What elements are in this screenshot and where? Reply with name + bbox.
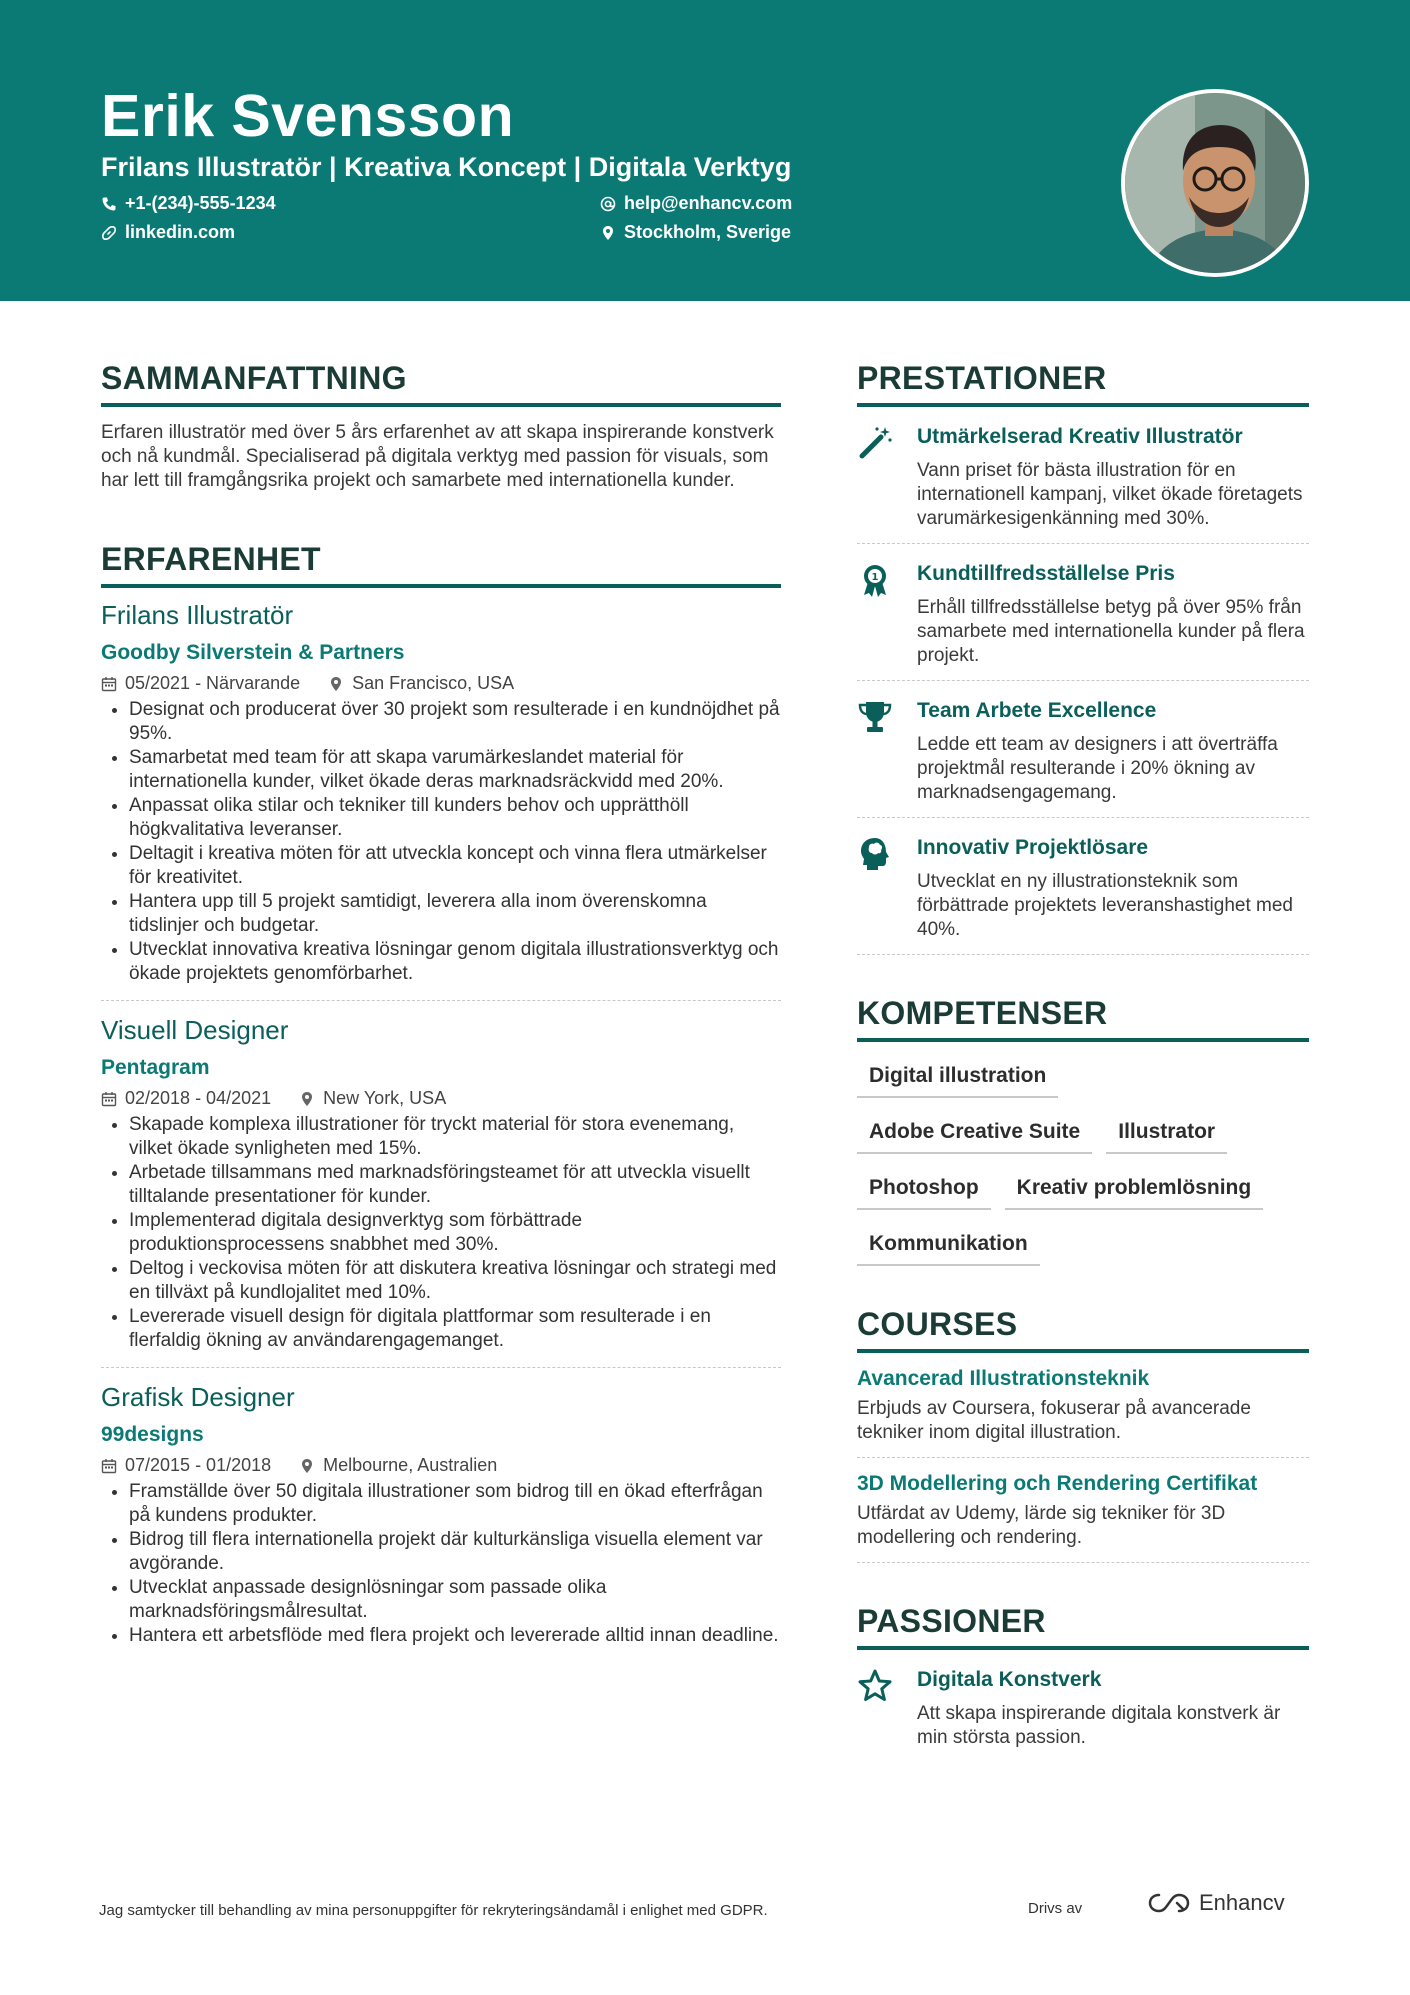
magic-wand-icon	[857, 425, 893, 461]
bullet-item: • Hantera upp till 5 projekt samtidigt, leverera alla inom överenskomna tidslinjer och budgetar.	[129, 890, 781, 938]
bullet-item: • Skapade komplexa illustrationer för tryckt material för stora evenemang, vilket ökade synligheten med 15%.	[129, 1113, 781, 1161]
job-bullets	[101, 1113, 781, 1353]
course-desc: Utfärdat av Udemy, lärde sig tekniker för 3D modellering och rendering.	[857, 1503, 1226, 1548]
location-pin-icon	[328, 676, 344, 692]
course-title: 3D Modellering och Rendering Certifikat	[857, 1472, 1258, 1495]
star-icon	[857, 1668, 893, 1704]
enhancv-logo-icon	[1147, 1891, 1191, 1915]
achievement-icon-wrap	[857, 425, 897, 531]
powered-by-label: Drivs av	[1028, 1900, 1083, 1917]
achievement-item	[857, 407, 1309, 544]
skill-tag: Digital illustration	[857, 1064, 1058, 1098]
job-bullets	[101, 698, 781, 986]
job-title: Frilans Illustratör	[101, 600, 294, 630]
calendar-icon	[101, 676, 117, 692]
contact-phone	[101, 193, 276, 214]
job-location-text: San Francisco, USA	[352, 673, 515, 693]
bullet-item: • Deltog i veckovisa möten för att diskutera kreativa lösningar och strategi med en tillväxt på kundlojalitet med 10%.	[129, 1257, 781, 1305]
contact-website[interactable]	[101, 222, 235, 243]
job-meta	[101, 1455, 781, 1476]
achievement-desc: Vann priset för bästa illustration för en internationell kampanj, vilket ökade företagets varumärkesigenkänning med 30%.	[917, 460, 1303, 529]
location-pin-icon	[600, 225, 616, 241]
left-column	[101, 360, 781, 1676]
job-company: Pentagram	[101, 1056, 210, 1079]
profile-photo	[1121, 89, 1309, 277]
job-dates-text: 07/2015 - 01/2018	[125, 1455, 272, 1475]
bullet-item: • Framställde över 50 digitala illustrationer som bidrog till en ökad efterfrågan på kundens produkter.	[129, 1480, 781, 1528]
award-ribbon-icon	[857, 562, 893, 598]
achievement-desc: Erhåll tillfredsställelse betyg på över 95% från samarbete med internationella kunder på flera projekt.	[917, 597, 1305, 666]
job-title: Visuell Designer	[101, 1015, 289, 1045]
bullet-item: • Samarbetat med team för att skapa varumärkeslandet material för internationella kunder, vilket ökade deras marknadsräckvidd med 20%.	[129, 746, 781, 794]
enhancv-logo[interactable]	[1147, 1890, 1285, 1916]
passions-section-title: PASSIONER	[857, 1603, 1309, 1650]
achievement-title: Utmärkelserad Kreativ Illustratör	[917, 425, 1243, 448]
course-item	[857, 1458, 1309, 1563]
achievement-desc: Ledde ett team av designers i att överträffa projektmål resulterande i 20% ökning av marknadsengagemang.	[917, 734, 1278, 803]
contact-location	[600, 222, 791, 243]
achievement-desc: Utvecklat en ny illustrationsteknik som förbättrade projektets leveranshastighet med 40%.	[917, 871, 1293, 940]
bullet-item: • Hantera ett arbetsflöde med flera projekt och levererade alltid innan deadline.	[129, 1624, 781, 1648]
bullet-item: • Bidrog till flera internationella projekt där kulturkänsliga visuella element var avgörande.	[129, 1528, 781, 1576]
passion-icon-wrap	[857, 1668, 897, 1750]
bullet-item: • Deltagit i kreativa möten för att utveckla koncept och vinna flera utmärkelser för kreativitet.	[129, 842, 781, 890]
job-location	[299, 1088, 446, 1109]
location-text: Stockholm, Sverige	[624, 222, 792, 242]
achievement-icon-wrap	[857, 836, 897, 942]
summary-text: Erfaren illustratör med över 5 års erfarenhet av att skapa inspirerande konstverk och nå kundmål. Specialiserad på digitala verktyg med passion för visuals, som har lett till framgångsrika projekt och samarbete med internationella kunder.	[101, 422, 774, 491]
skill-tag: Kreativ problemlösning	[1005, 1176, 1264, 1210]
phone-icon	[101, 196, 117, 212]
job-location	[299, 1455, 497, 1476]
course-item	[857, 1353, 1309, 1458]
location-pin-icon	[299, 1458, 315, 1474]
calendar-icon	[101, 1091, 117, 1107]
experience-section-title: ERFARENHET	[101, 541, 781, 588]
resume-header	[0, 0, 1410, 301]
right-column	[857, 360, 1309, 1762]
email-text[interactable]: help@enhancv.com	[624, 193, 793, 213]
link-icon	[101, 225, 117, 241]
job-company: Goodby Silverstein & Partners	[101, 641, 405, 664]
skill-tag: Photoshop	[857, 1176, 991, 1210]
calendar-icon	[101, 1458, 117, 1474]
candidate-subtitle: Frilans Illustratör | Kreativa Koncept | Digitala Verktyg	[101, 152, 792, 182]
skills-list	[857, 1064, 1309, 1266]
svg-text:1: 1	[871, 572, 879, 583]
course-desc: Erbjuds av Coursera, fokuserar på avancerade tekniker inom digital illustration.	[857, 1398, 1251, 1443]
job-title: Grafisk Designer	[101, 1382, 295, 1412]
achievement-icon-wrap	[857, 562, 897, 668]
website-text[interactable]: linkedin.com	[125, 222, 236, 242]
location-pin-icon	[299, 1091, 315, 1107]
passion-desc: Att skapa inspirerande digitala konstverk är min största passion.	[917, 1703, 1281, 1748]
job-dates	[101, 1088, 271, 1109]
job-dates-text: 05/2021 - Närvarande	[125, 673, 301, 693]
bullet-item: • Designat och producerat över 30 projekt som resulterade i en kundnöjdhet på 95%.	[129, 698, 781, 746]
job-company: 99designs	[101, 1423, 204, 1446]
bullet-item: • Arbetade tillsammans med marknadsföringsteamet för att utveckla visuellt tilltalande presentationer för kunder.	[129, 1161, 781, 1209]
phone-text: +1-(234)-555-1234	[125, 193, 276, 213]
passion-title: Digitala Konstverk	[917, 1668, 1102, 1691]
job-location-text: Melbourne, Australien	[323, 1455, 498, 1475]
bullet-item: • Implementerad digitala designverktyg som förbättrade produktionsprocessens snabbhet med 30%.	[129, 1209, 781, 1257]
job-location-text: New York, USA	[323, 1088, 447, 1108]
job-dates-text: 02/2018 - 04/2021	[125, 1088, 272, 1108]
enhancv-brand-text: Enhancv	[1199, 1890, 1285, 1915]
experience-entry	[101, 1015, 781, 1368]
job-dates	[101, 1455, 271, 1476]
bullet-item: • Utvecklat anpassade designlösningar som passade olika marknadsföringsmålresultat.	[129, 1576, 781, 1624]
course-title: Avancerad Illustrationsteknik	[857, 1367, 1150, 1390]
achievement-icon-wrap	[857, 699, 897, 805]
bullet-item: • Utvecklat innovativa kreativa lösningar genom digitala illustrationsverktyg och ökade projektets genomförbarhet.	[129, 938, 781, 986]
achievement-item	[857, 681, 1309, 818]
skill-tag: Kommunikation	[857, 1232, 1040, 1266]
avatar	[1125, 93, 1309, 277]
contact-email[interactable]	[600, 193, 792, 214]
job-meta	[101, 673, 781, 694]
passion-item	[857, 1650, 1309, 1762]
achievement-item	[857, 544, 1309, 681]
gdpr-consent-note: Jag samtycker till behandling av mina personuppgifter för rekryteringsändamål i enlighet med GDPR.	[99, 1902, 768, 1919]
achievement-item	[857, 818, 1309, 955]
job-meta	[101, 1088, 781, 1109]
job-bullets	[101, 1480, 781, 1648]
achievement-title: Kundtillfredsställelse Pris	[917, 562, 1175, 585]
at-sign-icon	[600, 196, 616, 212]
candidate-name: Erik Svensson	[101, 83, 515, 149]
brain-head-icon	[857, 836, 893, 872]
courses-section-title: COURSES	[857, 1306, 1309, 1353]
bullet-item: • Anpassat olika stilar och tekniker till kunders behov och upprätthöll högkvalitativa leveranser.	[129, 794, 781, 842]
skills-section-title: KOMPETENSER	[857, 995, 1309, 1042]
bullet-item: • Levererade visuell design för digitala plattformar som resulterade i en flerfaldig ökning av användarengagemanget.	[129, 1305, 781, 1353]
experience-entry	[101, 600, 781, 1001]
experience-entry	[101, 1382, 781, 1662]
achievement-title: Team Arbete Excellence	[917, 699, 1157, 722]
skill-tag: Adobe Creative Suite	[857, 1120, 1092, 1154]
skill-tag: Illustrator	[1106, 1120, 1227, 1154]
achievements-section-title: PRESTATIONER	[857, 360, 1309, 407]
achievement-title: Innovativ Projektlösare	[917, 836, 1149, 859]
job-dates	[101, 673, 300, 694]
trophy-icon	[857, 699, 893, 735]
job-location	[328, 673, 514, 694]
summary-section-title: SAMMANFATTNING	[101, 360, 781, 407]
